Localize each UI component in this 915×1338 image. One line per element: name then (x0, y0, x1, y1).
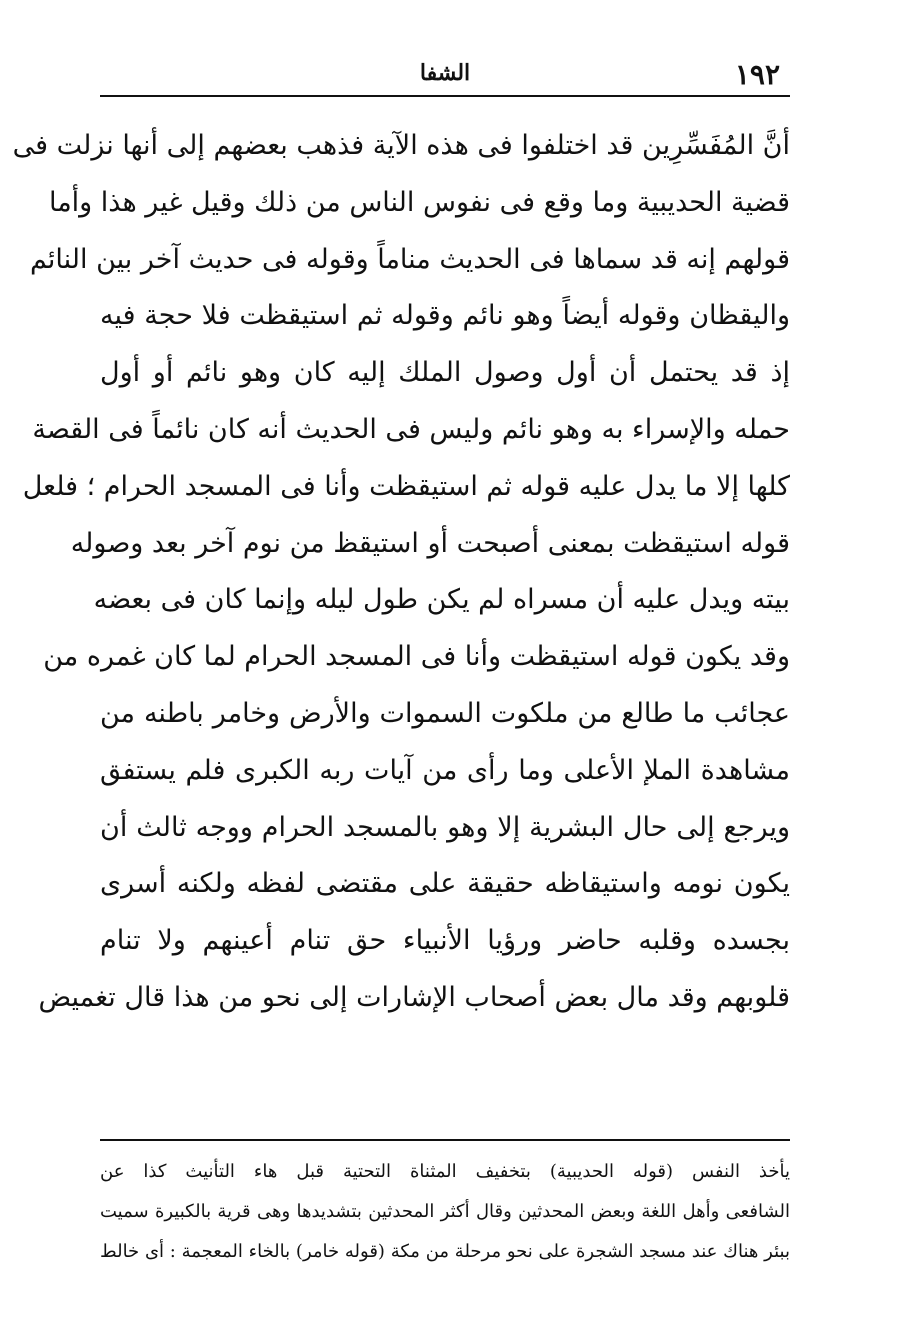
text-line: وقد يكون قوله استيقظت وأنا فى المسجد الحرام لما كان غمره من (43, 641, 790, 673)
text-line: إذ قد يحتمل أن أول وصول الملك إليه كان وهو نائم أو أول (100, 357, 790, 389)
text-line: عجائب ما طالع من ملكوت السموات والأرض وخامر باطنه من (100, 697, 790, 729)
header-rule (100, 95, 790, 97)
text-line: مشاهدة الملإ الأعلى وما رأى من آيات ربه الكبرى فلم يستفق (100, 754, 790, 786)
running-title: الشفا (419, 60, 471, 86)
footnotes (100, 1152, 790, 1272)
text-line: كلها إلا ما يدل عليه قوله ثم استيقظت وأنا فى المسجد الحرام ؛ فلعل (22, 470, 790, 502)
text-line: قضية الحديبية وما وقع فى نفوس الناس من ذلك وقيل غير هذا وأما (48, 186, 790, 218)
text-line: قولهم إنه قد سماها فى الحديث مناماً وقوله فى حديث آخر بين النائم (29, 243, 790, 275)
page-header (100, 40, 790, 92)
text-line: يكون نومه واستيقاظه حقيقة على مقتضى لفظه ولكنه أسرى (100, 868, 790, 900)
text-line: ويرجع إلى حال البشرية إلا وهو بالمسجد الحرام ووجه ثالث أن (100, 811, 790, 843)
text-line: حمله والإسراء به وهو نائم وليس فى الحديث أنه كان نائماً فى القصة (32, 413, 790, 445)
footnote-rule (100, 1139, 790, 1141)
text-line: واليقظان وقوله أيضاً وهو نائم وقوله ثم استيقظت فلا حجة فيه (100, 300, 790, 332)
footnote-line: يأخذ النفس (قوله الحديبية) بتخفيف المثناة التحتية قبل هاء التأنيث كذا عن (100, 1161, 790, 1182)
text-line: قلوبهم وقد مال بعض أصحاب الإشارات إلى نحو من هذا قال تغميض (38, 981, 790, 1013)
text-line: أنَّ المُفَسِّرِين قد اختلفوا فى هذه الآية فذهب بعضهم إلى أنها نزلت فى (12, 130, 790, 161)
page-number: ١٩٢ (734, 58, 780, 91)
main-text (12, 118, 790, 1027)
text-line: بيته ويدل عليه أن مسراه لم يكن طول ليله وإنما كان فى بعضه (93, 584, 790, 616)
footnote-line: ببئر هناك عند مسجد الشجرة على نحو مرحلة من مكة (قوله خامر) بالخاء المعجمة : أى خالط (100, 1241, 790, 1262)
footnote-line: الشافعى وأهل اللغة وبعض المحدثين وقال أكثر المحدثين بتشديدها وهى قرية بالكبيرة سميت (100, 1201, 790, 1222)
text-line: بجسده وقلبه حاضر ورؤيا الأنبياء حق تنام أعينهم ولا تنام (100, 925, 790, 957)
text-line: قوله استيقظت بمعنى أصبحت أو استيقظ من نوم آخر بعد وصوله (70, 527, 790, 559)
